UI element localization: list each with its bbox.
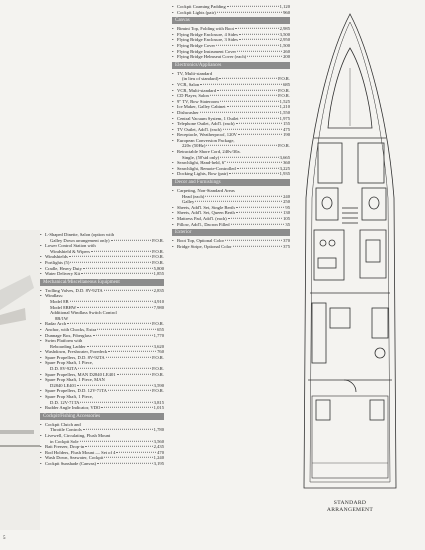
right-column xyxy=(172,4,290,249)
item-label: European Conversion Package, xyxy=(177,137,235,143)
leader-dots xyxy=(81,273,153,274)
item-label: Sheets, Add'l. Set, Queen Berth xyxy=(177,210,235,216)
item-label: Water Delivery Kit xyxy=(45,271,81,277)
left-column xyxy=(40,232,164,467)
item-price: P.O.R. xyxy=(152,371,164,377)
item-label: Retractable Shore Cord, 240v/30a. xyxy=(177,149,241,155)
bullet: • xyxy=(172,121,174,127)
item-label: Docking Lights, Bow (pair) xyxy=(177,171,229,177)
item-label: Spare Propellers, D.D. 8V-92TA xyxy=(45,354,105,360)
bullet: • xyxy=(40,394,42,400)
item-label: 9" TV, Bow Stateroom xyxy=(177,98,219,104)
leader-dots xyxy=(240,117,279,118)
leader-dots xyxy=(217,89,277,90)
cockpit-section xyxy=(40,413,164,467)
bullet: • xyxy=(40,460,42,466)
bullet: • xyxy=(172,238,174,244)
bullet: • xyxy=(40,321,42,327)
mechanical-section xyxy=(40,279,164,411)
item-label: TV Outlet, Add'l. (each) xyxy=(177,126,222,132)
salon-sofa xyxy=(312,303,326,363)
leader-dots xyxy=(219,78,277,79)
electronics-section xyxy=(172,62,290,177)
item-label: Flying Bridge Enclosure, 3 Sides xyxy=(177,37,238,43)
bullet: • xyxy=(172,48,174,54)
canvas-section xyxy=(172,17,290,60)
item-price: P.O.R. xyxy=(278,76,290,82)
list-item xyxy=(172,54,290,60)
bullet: • xyxy=(40,259,42,265)
item-price: P.O.R. xyxy=(152,259,164,265)
item-price: 1,120 xyxy=(279,4,290,9)
bullet: • xyxy=(172,137,174,143)
left-top-list xyxy=(40,232,164,277)
leader-dots xyxy=(195,201,282,202)
leader-dots xyxy=(91,251,151,252)
item-label: D.D. 12V-71TA xyxy=(50,399,80,405)
leader-dots xyxy=(200,84,282,85)
leader-dots xyxy=(93,334,153,335)
item-label: Model 8BHW xyxy=(50,304,77,310)
bullet: • xyxy=(172,210,174,216)
item-label: Head (each) xyxy=(182,193,205,199)
bullet: • xyxy=(172,126,174,132)
item-price: 470 xyxy=(157,449,164,455)
item-price: 200 xyxy=(283,54,290,60)
item-price: 2,435 xyxy=(153,444,164,450)
leader-dots xyxy=(233,246,283,247)
leader-dots xyxy=(78,368,151,369)
leader-dots xyxy=(216,45,279,46)
leader-dots xyxy=(227,106,279,107)
item-label: Cockpit Lights (pair) xyxy=(177,9,216,15)
item-price: 370 xyxy=(283,238,290,244)
leader-dots xyxy=(220,156,278,157)
item-label: Spare Propellers, D.D. 12V-71TA xyxy=(45,388,107,394)
item-price: 1,975 xyxy=(279,115,290,121)
item-label: Radar Arch xyxy=(45,321,67,327)
bullet: • xyxy=(40,232,42,237)
item-label: Lower Control Station with xyxy=(45,243,96,249)
bullet: • xyxy=(40,271,42,277)
bullet: • xyxy=(40,371,42,377)
bullet: • xyxy=(172,171,174,177)
item-label: Receptacle, Weatherproof, 120V xyxy=(177,132,238,138)
item-price: 655 xyxy=(157,326,164,332)
item-price: 260 xyxy=(283,48,290,54)
leader-dots xyxy=(104,457,152,458)
item-price: 1,210 xyxy=(279,104,290,110)
leader-dots xyxy=(238,134,282,135)
item-label: Spare Prop Shaft, 1 Piece, xyxy=(45,360,93,366)
list-item xyxy=(40,271,164,277)
item-label: D.D. 8V-92TA xyxy=(50,366,78,372)
diagram-caption xyxy=(300,500,400,514)
item-price: 1,500 xyxy=(279,42,290,48)
item-price: 130 xyxy=(283,210,290,216)
item-price: 3,500 xyxy=(279,31,290,37)
list-item xyxy=(172,10,290,16)
leader-dots xyxy=(77,385,153,386)
bullet: • xyxy=(172,42,174,48)
item-label: Flying Bridge Cover xyxy=(177,42,216,48)
leader-dots xyxy=(104,290,153,291)
photo-remnant xyxy=(0,230,40,530)
item-label: D2840 LE401 xyxy=(50,382,77,388)
item-label: Ice Maker, Galley Cabinet xyxy=(177,104,226,110)
item-label: Galley Down arrangement only) xyxy=(50,237,110,243)
item-label: Portlights (5) xyxy=(45,259,70,265)
leader-dots xyxy=(236,123,283,124)
bullet: • xyxy=(40,349,42,355)
leader-dots xyxy=(111,239,152,240)
item-price: 1,240 xyxy=(153,455,164,461)
galley xyxy=(314,230,344,280)
bullet: • xyxy=(172,221,174,227)
bullet: • xyxy=(40,444,42,450)
section-header-cockpit: Cockpit/Fishing Accessories xyxy=(40,413,164,420)
item-label: 220v (50Hz) xyxy=(182,143,206,149)
item-label: Sheets, Add'l. Set, Single Berth xyxy=(177,204,235,210)
item-label: Carpeting, Non-Standard Areas xyxy=(177,188,235,194)
leader-dots xyxy=(231,223,285,224)
item-price: 3,560 xyxy=(153,438,164,444)
head-1 xyxy=(316,188,338,220)
item-price: 475 xyxy=(283,126,290,132)
list-item xyxy=(40,461,164,467)
leader-dots xyxy=(229,173,279,174)
bullet: • xyxy=(40,377,42,383)
leader-dots xyxy=(236,207,285,208)
item-label: VCR, Multi-standard xyxy=(177,87,217,93)
list-item xyxy=(172,244,290,250)
item-label: Mattress Pad, Add'l. (each) xyxy=(177,216,227,221)
bullet: • xyxy=(172,37,174,43)
item-label: Swim Platform with xyxy=(45,338,83,344)
leader-dots xyxy=(237,168,279,169)
item-price: 250 xyxy=(283,199,290,205)
item-label: VCR, Salon xyxy=(177,81,200,87)
item-price: 155 xyxy=(283,121,290,127)
bullet: • xyxy=(172,149,174,155)
leader-dots xyxy=(205,195,282,196)
section-header-canvas: Canvas xyxy=(172,17,290,24)
item-price: 360 xyxy=(283,160,290,166)
exterior-section xyxy=(172,229,290,249)
list-item xyxy=(172,222,290,228)
leader-dots xyxy=(247,56,282,57)
leader-dots xyxy=(70,301,153,302)
item-label: Bait Freezer, Drop-in xyxy=(45,444,85,450)
bullet: • xyxy=(172,243,174,249)
item-label: Wash Down, Seawater, Cockpit xyxy=(45,455,104,461)
item-price: P.O.R. xyxy=(152,321,164,327)
bullet: • xyxy=(172,109,174,115)
leader-dots xyxy=(108,351,156,352)
leader-dots xyxy=(97,463,153,464)
item-label: Spare Propellers, MAN D2840 LE401 xyxy=(45,371,116,377)
bullet: • xyxy=(40,455,42,461)
bullet: • xyxy=(40,287,42,293)
item-label: Central Vacuum System, 1 Outlet xyxy=(177,115,239,121)
item-label: Flying Bridge Instrument Cover xyxy=(177,48,237,54)
item-label: 8B/1W xyxy=(55,315,69,321)
item-price: P.O.R. xyxy=(152,237,164,243)
item-label: L-Shaped Dinette, Salon (option with xyxy=(45,232,115,237)
item-price: 2,985 xyxy=(279,26,290,32)
item-price: P.O.R. xyxy=(152,248,164,254)
item-label: Washdown, Freshwater, Foredeck xyxy=(45,349,108,355)
item-price: 240 xyxy=(283,193,290,199)
bullet: • xyxy=(172,31,174,37)
item-price: P.O.R. xyxy=(152,254,164,260)
cockpit xyxy=(312,396,388,478)
page-number: 5 xyxy=(3,536,6,541)
item-label: in Cockpit Sole xyxy=(50,438,79,444)
item-label: Windlass: xyxy=(45,293,64,299)
bullet: • xyxy=(172,54,174,60)
item-label: Pillow, Add'l., Dacron Filled xyxy=(177,221,230,227)
bullet: • xyxy=(172,115,174,121)
item-label: Rod Holders, Flush Mount — Set of 4 xyxy=(45,449,116,455)
item-price: 1,550 xyxy=(279,109,290,115)
section-header-mechanical: Mechanical/Miscellaneous Equipment xyxy=(40,279,164,286)
item-label: Dishwasher xyxy=(177,109,199,115)
item-price: P.O.R. xyxy=(278,87,290,93)
item-price: 95 xyxy=(285,204,290,210)
item-price: 1,935 xyxy=(279,171,290,177)
item-price: 960 xyxy=(283,9,290,15)
caption-line-2: ARRANGEMENT xyxy=(326,507,374,513)
bullet: • xyxy=(172,165,174,171)
bullet: • xyxy=(40,421,42,427)
item-price: P.O.R. xyxy=(278,143,290,149)
bullet: • xyxy=(172,87,174,93)
boat-layout-diagram xyxy=(290,8,410,498)
item-price: P.O.R. xyxy=(152,354,164,360)
item-label: Anchor, with Chocks, Extra xyxy=(45,326,97,332)
bullet: • xyxy=(40,326,42,332)
bullet: • xyxy=(172,216,174,221)
item-price: 1,780 xyxy=(153,427,164,433)
leader-dots xyxy=(235,28,279,29)
decor-section xyxy=(172,179,290,227)
leader-dots xyxy=(101,407,152,408)
item-label: Spare Prop Shaft, 1 Piece, xyxy=(45,394,93,400)
item-price: 4,910 xyxy=(153,298,164,304)
bullet: • xyxy=(172,4,174,9)
list-item xyxy=(40,405,164,411)
leader-dots xyxy=(239,34,279,35)
leader-dots xyxy=(223,128,283,129)
item-label: Trolling Valves, D.D. 8V-92TA xyxy=(45,287,103,293)
item-price: P.O.R. xyxy=(278,93,290,99)
bullet: • xyxy=(40,332,42,338)
bullet: • xyxy=(172,93,174,99)
item-label: Flying Bridge Enclosure, 4 Sides xyxy=(177,31,238,37)
leader-dots xyxy=(116,452,156,453)
item-label: Model 8B xyxy=(50,298,69,304)
bullet: • xyxy=(40,243,42,249)
bullet: • xyxy=(40,360,42,366)
companionway-steps xyxy=(342,208,358,223)
bullet: • xyxy=(40,388,42,394)
leader-dots xyxy=(69,256,151,257)
leader-dots xyxy=(97,329,156,330)
item-price: 3,620 xyxy=(153,343,164,349)
leader-dots xyxy=(108,390,151,391)
item-label: Flying Bridge Helmseat Cover (each) xyxy=(177,54,247,60)
item-label: Bimini Top, Folding with Boot xyxy=(177,26,234,32)
section-header-electronics: Electronics/Appliances xyxy=(172,62,290,69)
item-label: Windshield & Wipers xyxy=(50,248,90,254)
head-2 xyxy=(362,188,386,220)
item-price: 35 xyxy=(285,221,290,227)
leader-dots xyxy=(106,357,151,358)
item-price: 190 xyxy=(283,132,290,138)
leader-dots xyxy=(220,101,279,102)
item-label: Searchlight, Hand-held, 6" xyxy=(177,160,227,166)
bullet: • xyxy=(172,132,174,138)
leader-dots xyxy=(83,267,153,268)
item-label: TV, Multi-standard xyxy=(177,70,213,76)
item-label: Additional Windlass Switch Control xyxy=(50,310,117,316)
section-header-exterior: Exterior xyxy=(172,229,290,236)
leader-dots xyxy=(80,440,153,441)
bullet: • xyxy=(172,81,174,87)
bullet: • xyxy=(172,204,174,210)
list-item xyxy=(172,171,290,177)
item-label: Throttle Controls xyxy=(50,427,82,433)
leader-dots xyxy=(85,446,152,447)
bullet: • xyxy=(40,449,42,455)
item-price: 3,815 xyxy=(153,399,164,405)
bullet: • xyxy=(172,104,174,110)
item-label: Cockpit Sunshade (Canvas) xyxy=(45,460,97,466)
item-price: 1,525 xyxy=(279,98,290,104)
item-price: 1,770 xyxy=(153,332,164,338)
item-label: Cockpit Coaming Padding xyxy=(177,4,226,9)
leader-dots xyxy=(117,373,152,374)
leader-dots xyxy=(227,6,279,7)
item-price: 760 xyxy=(157,349,164,355)
leader-dots xyxy=(225,240,282,241)
bullet: • xyxy=(40,338,42,344)
section-header-decor: Decor and Furnishings xyxy=(172,179,290,186)
item-price: 5,800 xyxy=(153,265,164,271)
item-label: Boot Top, Optional Color xyxy=(177,238,225,244)
item-price: 1,855 xyxy=(153,271,164,277)
leader-dots xyxy=(206,145,277,146)
item-price: 1,015 xyxy=(153,405,164,411)
item-label: Dunnage Box, Fiberglass xyxy=(45,332,92,338)
item-price: P.O.R. xyxy=(152,366,164,372)
item-label: Single, (50'std only) xyxy=(182,154,220,160)
leader-dots xyxy=(77,306,153,307)
item-price: 3,590 xyxy=(153,382,164,388)
item-label: Bridge Stripe, Optional Color xyxy=(177,243,232,249)
leader-dots xyxy=(236,212,282,213)
leader-dots xyxy=(227,162,282,163)
bullet: • xyxy=(172,188,174,194)
item-price: 2,950 xyxy=(279,37,290,43)
item-label: Rudder Angle Indicator, VDO xyxy=(45,405,101,411)
leader-dots xyxy=(67,323,151,324)
bullet: • xyxy=(40,405,42,411)
item-label: Livewell, Circulating, Flush Mount xyxy=(45,433,111,438)
bullet: • xyxy=(172,9,174,15)
item-price: 3,195 xyxy=(153,460,164,466)
bullet: • xyxy=(172,160,174,166)
item-price: 7,980 xyxy=(153,304,164,310)
bullet: • xyxy=(40,354,42,360)
item-price: 2,835 xyxy=(153,287,164,293)
item-label: CD Player, Salon xyxy=(177,93,209,99)
bullet: • xyxy=(40,265,42,271)
leader-dots xyxy=(228,218,282,219)
dinette xyxy=(360,230,386,278)
item-price: 685 xyxy=(283,81,290,87)
item-price: P.O.R. xyxy=(152,388,164,394)
item-label: Telephone Outlet, Add'l. (each) xyxy=(177,121,235,127)
bullet: • xyxy=(172,26,174,32)
item-price: 3,665 xyxy=(279,154,290,160)
item-price: 3,225 xyxy=(279,165,290,171)
leader-dots xyxy=(237,50,282,51)
item-label: Spare Prop Shaft, 1 Piece, MAN xyxy=(45,377,105,383)
leader-dots xyxy=(239,39,279,40)
item-price: 375 xyxy=(283,243,290,249)
caption-line-1: STANDARD xyxy=(333,500,367,506)
item-price: 105 xyxy=(283,216,290,221)
item-label: Cradle, Heavy Duty xyxy=(45,265,82,271)
leader-dots xyxy=(80,401,152,402)
leader-dots xyxy=(83,429,153,430)
bullet: • xyxy=(40,433,42,438)
bullet: • xyxy=(172,98,174,104)
top-list xyxy=(172,4,290,15)
leader-dots xyxy=(210,95,277,96)
item-label: Reboarding Ladder xyxy=(50,343,86,349)
item-label: Windshields xyxy=(45,254,68,260)
bullet: • xyxy=(172,70,174,76)
bullet: • xyxy=(40,254,42,260)
leader-dots xyxy=(217,11,282,12)
leader-dots xyxy=(200,112,279,113)
item-label: Galley xyxy=(182,199,195,205)
item-label: Cockpit Clutch and xyxy=(45,421,81,427)
item-label: (in lieu of standard) xyxy=(182,76,219,82)
leader-dots xyxy=(70,262,151,263)
leader-dots xyxy=(87,345,153,346)
bullet: • xyxy=(40,293,42,299)
item-label: Searchlight, Remote-Controlled xyxy=(177,165,236,171)
